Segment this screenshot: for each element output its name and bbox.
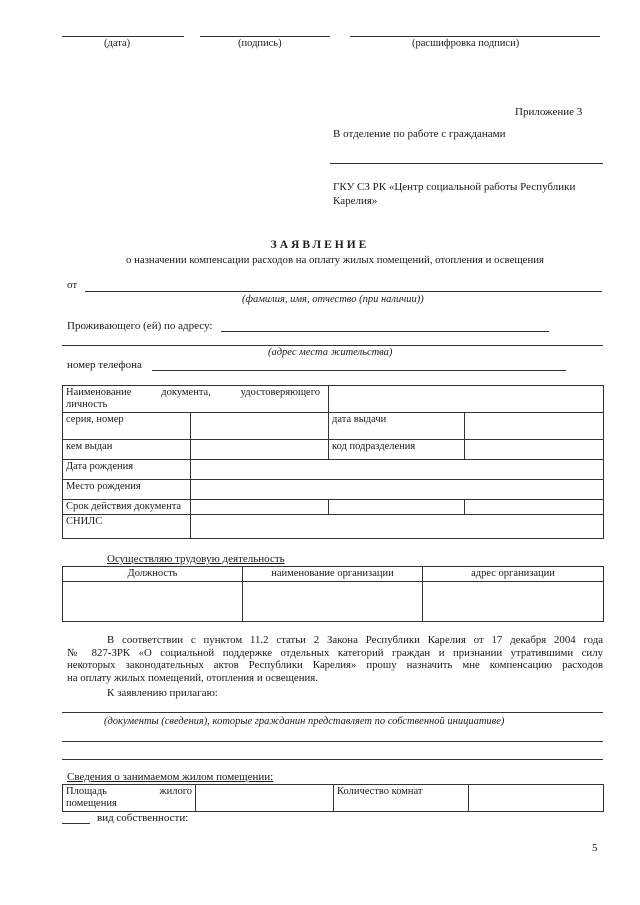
address-caption: (адрес места жительства) [268, 347, 393, 358]
attach-line-2[interactable] [62, 741, 603, 742]
name-line[interactable] [85, 291, 602, 292]
birth-date-label: Дата рождения [63, 460, 191, 480]
issue-date-value-cell[interactable] [465, 413, 604, 440]
area-label-line-1 [66, 786, 192, 798]
id-document-table [62, 385, 604, 539]
from-label: от [67, 279, 78, 291]
employment-table [62, 566, 604, 622]
ownership-label: вид собственности: [97, 812, 189, 824]
phone-line[interactable] [152, 370, 566, 371]
doc-name-label-cell [63, 386, 329, 413]
validity-from-cell[interactable] [191, 500, 329, 515]
address-header: адрес организации [423, 567, 604, 582]
doc-name-word-2: документа, [161, 387, 211, 398]
org-line-1: ГКУ СЗ РК «Центр социальной работы Республики [333, 181, 576, 193]
snils-value-cell[interactable] [191, 515, 604, 539]
org-line-2: Карелия» [333, 195, 378, 207]
address-value-cell[interactable] [423, 582, 604, 622]
address-line-1[interactable] [221, 331, 549, 332]
snils-label: СНИЛС [63, 515, 191, 539]
signature-caption: (подпись) [238, 38, 282, 49]
addressee-line: В отделение по работе с гражданами [333, 128, 506, 140]
phone-label: номер телефона [67, 359, 142, 371]
org-header: наименование организации [243, 567, 423, 582]
addressee-blank-line [330, 163, 603, 164]
validity-to-cell[interactable] [465, 500, 604, 515]
validity-label: Срок действия документа [63, 500, 191, 515]
para-line-1: В соответствии с пунктом 11.2 статьи 2 Закона Республики Карелия от 17 декабря 2004 года [107, 634, 603, 646]
birth-place-value-cell[interactable] [191, 480, 604, 500]
subdivision-label: код подразделения [329, 440, 465, 460]
ownership-blank-line[interactable] [62, 823, 90, 824]
doc-name-word-3: удостоверяющего [240, 387, 320, 398]
para-line-4: на оплату жилых помещений, отопления и освещения. [67, 671, 318, 684]
transcript-line [350, 36, 600, 37]
issued-by-value-cell[interactable] [191, 440, 329, 460]
attach-line-1[interactable] [62, 712, 603, 713]
signature-line [200, 36, 330, 37]
housing-table [62, 784, 604, 812]
document-subtitle: о назначении компенсации расходов на оплату жилых помещений, отопления и освещения [126, 254, 544, 266]
area-word-2: жилого [159, 786, 192, 797]
position-value-cell[interactable] [63, 582, 243, 622]
para-line-3: некоторых законодательных актов Республики Карелия» прошу назначить мне компенсацию расходов [67, 659, 603, 671]
position-header: Должность [63, 567, 243, 582]
series-label: серия, номер [63, 413, 191, 440]
area-word-1: Площадь [66, 786, 107, 797]
doc-name-line-2: личность [66, 399, 108, 410]
name-caption: (фамилия, имя, отчество (при наличии)) [242, 294, 424, 305]
address-line-2[interactable] [62, 345, 603, 346]
date-caption: (дата) [104, 38, 131, 49]
legal-paragraph [67, 634, 603, 684]
issued-by-label: кем выдан [63, 440, 191, 460]
area-label-cell [63, 785, 196, 812]
birth-place-label: Место рождения [63, 480, 191, 500]
housing-intro: Сведения о занимаемом жилом помещении: [67, 771, 274, 783]
area-value-cell[interactable] [196, 785, 334, 812]
area-label-line-2: помещения [66, 798, 117, 809]
transcript-caption: (расшифровка подписи) [412, 38, 520, 49]
attach-line-3[interactable] [62, 759, 603, 760]
issue-date-label: дата выдачи [329, 413, 465, 440]
page-number: 5 [592, 842, 598, 854]
validity-mid-cell[interactable] [329, 500, 465, 515]
rooms-label: Количество комнат [334, 785, 469, 812]
doc-name-line-1 [66, 387, 320, 399]
subdivision-value-cell[interactable] [465, 440, 604, 460]
doc-name-value-cell[interactable] [329, 386, 604, 413]
address-label: Проживающего (ей) по адресу: [67, 320, 213, 332]
para-line-2: № 827-ЗРК «О социальной поддержке отдельных категорий граждан и признании утратившими силу [67, 646, 603, 659]
document-title: ЗАЯВЛЕНИЕ [270, 239, 370, 251]
org-value-cell[interactable] [243, 582, 423, 622]
employment-intro: Осуществляю трудовую деятельность [107, 553, 285, 565]
date-line [62, 36, 184, 37]
attach-caption: (документы (сведения), которые гражданин представляет по собственной инициативе) [104, 716, 505, 727]
appendix-label: Приложение 3 [515, 106, 583, 118]
attach-label: К заявлению прилагаю: [107, 687, 218, 699]
birth-date-value-cell[interactable] [191, 460, 604, 480]
doc-name-word-1: Наименование [66, 387, 132, 398]
rooms-value-cell[interactable] [469, 785, 604, 812]
series-value-cell[interactable] [191, 413, 329, 440]
